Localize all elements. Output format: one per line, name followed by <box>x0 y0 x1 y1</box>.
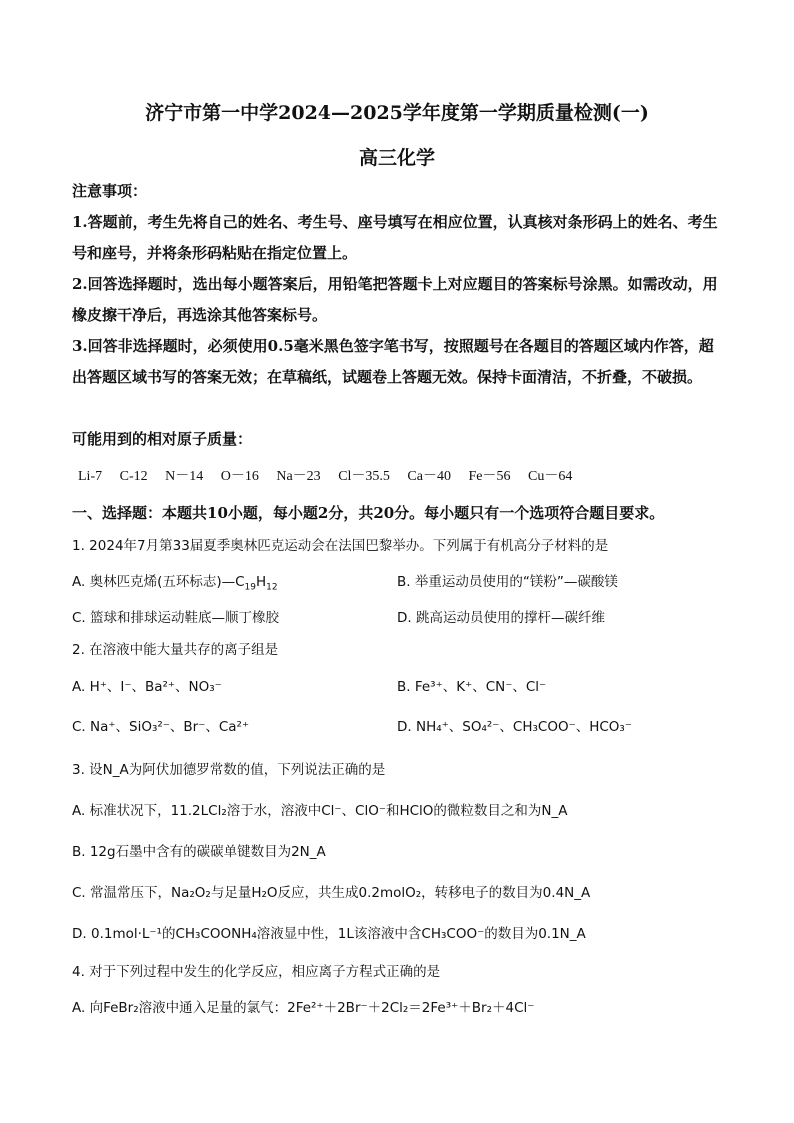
exam-subtitle: 高三化学 <box>358 147 435 169</box>
notice-item-3: 3.回答非选择题时，必须使用0.5毫米黑色签字笔书写，按照题号在各题目的答题区域内作答，超出答题区域书写的答案无效；在草稿纸，试题卷上答题无效。保持卡面清洁，不折叠，不破损。 <box>72 337 714 386</box>
mass-item: N－14 <box>165 469 204 484</box>
q2-stem: 2. 在溶液中能大量共存的离子组是 <box>72 642 279 658</box>
q1-option-c: C. 篮球和排球运动鞋底—顺丁橡胶 <box>72 610 280 626</box>
mass-item: Fe－56 <box>468 469 511 484</box>
section-1-heading: 一、选择题：本题共10小题，每小题2分，共20分。每小题只有一个选项符合题目要求。 <box>72 504 665 522</box>
mass-item: Cu－64 <box>527 469 573 484</box>
q2-option-d: D. NH₄⁺、SO₄²⁻、CH₃COO⁻、HCO₃⁻ <box>397 719 632 735</box>
q4-option-a: A. 向FeBr₂溶液中通入足量的氯气：2Fe²⁺＋2Br⁻＋2Cl₂＝2Fe³⁺＋Br₂＋4Cl⁻ <box>72 1000 535 1016</box>
q3-option-d: D. 0.1mol·L⁻¹的CH₃COONH₄溶液显中性，1L该溶液中含CH₃COO⁻的数目为0.1N_A <box>72 926 586 942</box>
q3-stem: 3. 设N_A为阿伏加德罗常数的值，下列说法正确的是 <box>72 762 386 778</box>
q4-stem: 4. 对于下列过程中发生的化学反应，相应离子方程式正确的是 <box>72 964 441 980</box>
q1-option-a: A. 奥林匹克烯(五环标志)$—C_{19}H_{12}$ <box>72 574 278 593</box>
mass-item: Ca－40 <box>407 469 451 484</box>
notice-item-2: 2.回答选择题时，选出每小题答案后，用铅笔把答题卡上对应题目的答案标号涂黑。如需改动，用橡皮擦干净后，再选涂其他答案标号。 <box>72 275 718 324</box>
q2-option-a: A. H⁺、I⁻、Ba²⁺、NO₃⁻ <box>72 679 222 695</box>
mass-item: O－16 <box>220 469 259 484</box>
q1-stem: 1. 2024年7月第33届夏季奥林匹克运动会在法国巴黎举办。下列属于有机高分子材料的是 <box>72 538 609 554</box>
exam-title: 济宁市第一中学2024—2025学年度第一学期质量检测(一) <box>145 102 649 124</box>
mass-item: Li-7 <box>78 469 103 484</box>
q1-option-d: D. 跳高运动员使用的撑杆—碳纤维 <box>397 610 605 626</box>
atomic-masses <box>78 465 586 485</box>
q3-option-b: B. 12g石墨中含有的碳碳单键数目为2N_A <box>72 844 326 860</box>
mass-item: Cl－35.5 <box>338 469 390 484</box>
notice-item-1: 1.答题前，考生先将自己的姓名、考生号、座号填写在相应位置，认真核对条形码上的姓名、考生号和座号，并将条形码粘贴在指定位置上。 <box>72 213 718 262</box>
q2-option-b: B. Fe³⁺、K⁺、CN⁻、Cl⁻ <box>397 679 547 695</box>
mass-item: C-12 <box>119 469 148 484</box>
q2-option-c: C. Na⁺、SiO₃²⁻、Br⁻、Ca²⁺ <box>72 719 250 735</box>
q1-option-b: B. 举重运动员使用的“镁粉”—碳酸镁 <box>397 574 618 590</box>
q3-option-a: A. 标准状况下，11.2LCl₂溶于水，溶液中Cl⁻、ClO⁻和HClO的微粒数目之和为N_A <box>72 803 568 819</box>
mass-item: Na－23 <box>276 469 321 484</box>
q3-option-c: C. 常温常压下，Na₂O₂与足量H₂O反应，共生成0.2molO₂，转移电子的数目为0.4N_A <box>72 885 591 901</box>
masses-heading: 可能用到的相对原子质量： <box>72 430 253 448</box>
notice-heading: 注意事项： <box>72 182 148 200</box>
